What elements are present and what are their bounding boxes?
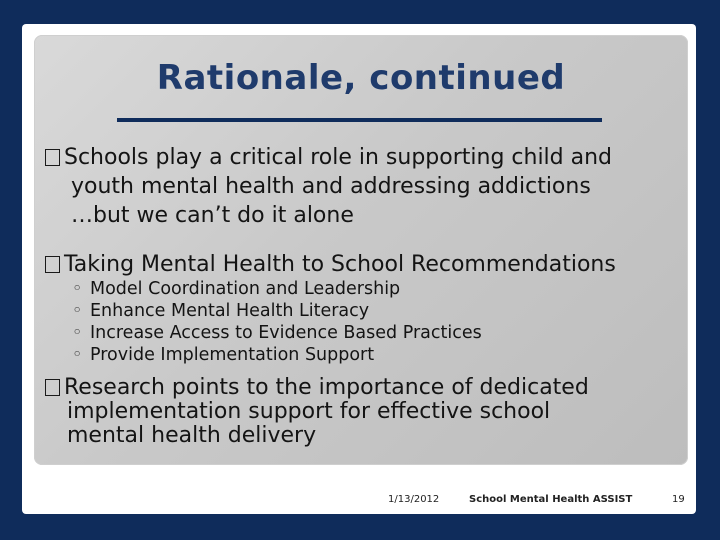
bullet-research [45,376,685,448]
title-underline [117,118,602,122]
bullet-line: youth mental health and addressing addictions [71,174,591,199]
bullet-line: Research points to the importance of dedicated [64,375,589,400]
bullet-line: Taking Mental Health to School Recommendations [64,252,616,277]
ring-bullet-icon: ◦ [72,301,83,321]
bullet-line: Schools play a critical role in supporting child and [64,145,613,170]
ring-bullet-icon: ◦ [72,345,83,365]
page-number: 19 [672,494,685,505]
bullet-line: mental health delivery [67,423,317,448]
ring-bullet-icon: ◦ [72,323,83,343]
slide-title: Rationale, continued [156,58,566,98]
square-bullet-icon [45,256,60,273]
bullet-recommendations [45,251,695,279]
square-bullet-icon [45,379,60,396]
footer-organization: School Mental Health ASSIST [469,494,633,505]
list-item: ◦ Enhance Mental Health Literacy [72,301,370,321]
ring-bullet-icon: ◦ [72,279,83,299]
recommendations-list [72,278,482,366]
bullet-line: …but we can’t do it alone [71,203,354,228]
footer-date: 1/13/2012 [388,494,440,505]
bullet-schools-role [45,143,685,230]
list-item: ◦ Model Coordination and Leadership [72,279,401,299]
list-item: ◦ Increase Access to Evidence Based Practices [72,323,482,343]
list-item: ◦ Provide Implementation Support [72,345,375,365]
bullet-line: implementation support for effective school [67,399,551,424]
square-bullet-icon [45,149,60,166]
